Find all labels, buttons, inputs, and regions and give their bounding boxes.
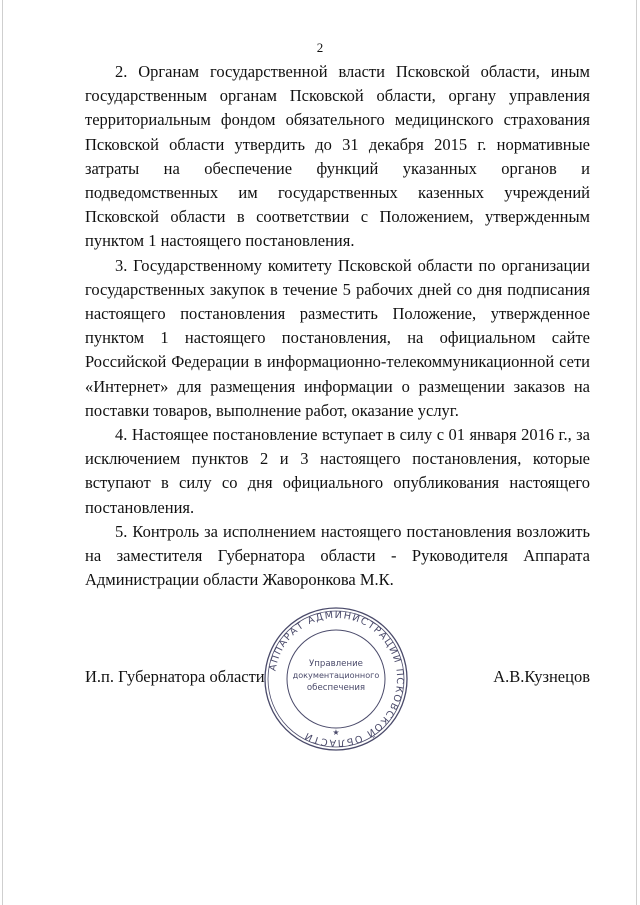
document-body: [85, 60, 590, 592]
signatory-name: А.В.Кузнецов: [493, 667, 590, 686]
paragraph-4: 4. Настоящее постановление вступает в силу с 01 января 2016 г., за исключением пунктов 2 и 3 настоящего постановления, которые вступают в силу со дня официального опубликования настоящего постановления.: [85, 425, 590, 517]
stamp-outer-text: АППАРАТ АДМИНИСТРАЦИИ ПСКОВСКОЙ ОБЛАСТИ: [267, 609, 406, 749]
stamp-line-3: обеспечения: [306, 683, 366, 693]
paragraph-5: 5. Контроль за исполнением настоящего постановления возложить на заместителя Губернатора области - Руководителя Аппарата Администрации области Жаворонкова М.К.: [85, 521, 590, 590]
page-number: 2: [316, 40, 324, 55]
signatory-title: И.п. Губернатора области: [85, 667, 265, 686]
paragraph-2: 2. Органам государственной власти Псковской области, иным государственным органам Псковской области, органу управления территориальным фондом обязательного медицинского страхования Псковской области утвердить до 31 декабря 2015 г. нормативные затраты на обеспечение функций указанных органов и подведомственных им государственных казенных учреждений Псковской области в соответствии с Положением, утвержденным пунктом 1 настоящего постановления.: [85, 62, 590, 251]
official-stamp: [262, 605, 410, 753]
right-scan-edge: [636, 0, 637, 905]
stamp-line-1: Управление: [309, 659, 363, 669]
paragraph-3: 3. Государственному комитету Псковской области по организации государственных закупок в течение 5 рабочих дней со дня подписания настоящего постановления разместить Положение, утвержденное пунктом 1 настоящего постановления, на официальном сайте Российской Федерации в информационно-телекоммуникационной сети «Интернет» для размещения информации о размещении заказов на поставки товаров, выполнение работ, оказание услуг.: [85, 255, 590, 420]
stamp-star-icon: ★: [332, 728, 340, 737]
stamp-line-2: документационного: [292, 670, 380, 680]
left-scan-edge: [2, 0, 3, 905]
